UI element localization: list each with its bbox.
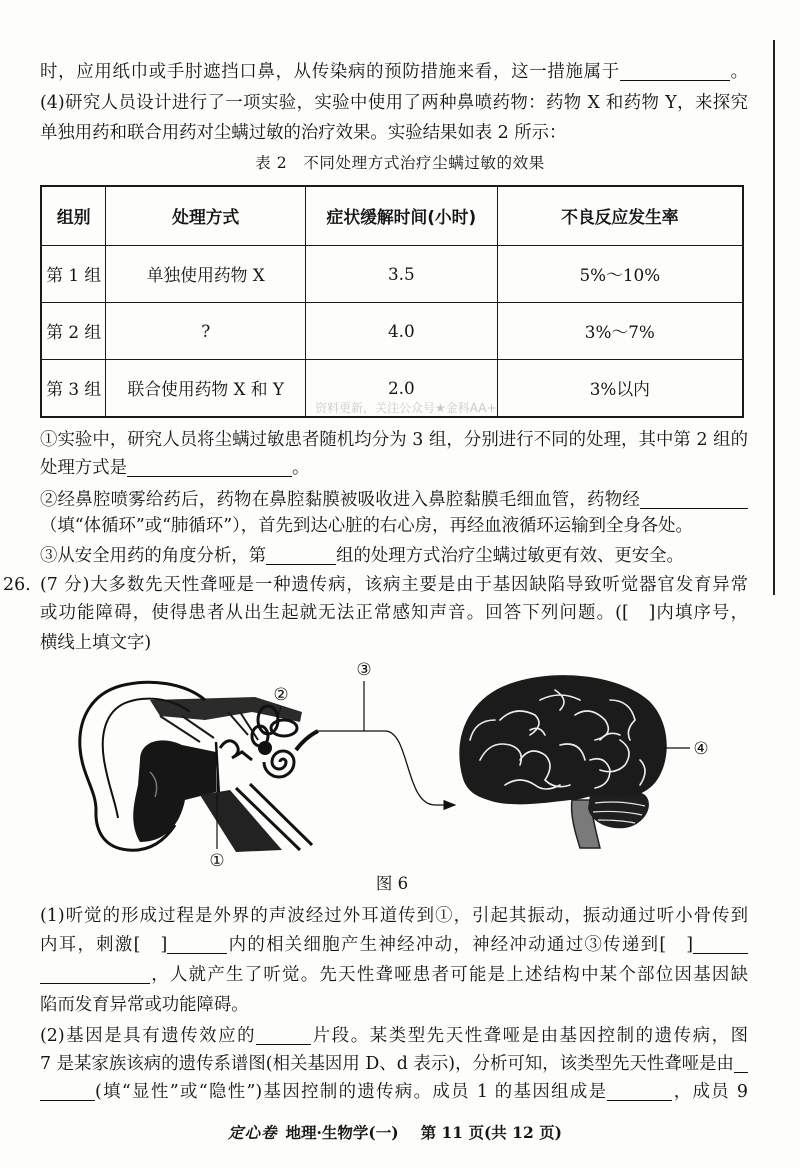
hatch-line	[228, 712, 248, 735]
table-caption: 表 2 不同处理方式治疗尘螨过敏的效果	[255, 154, 545, 172]
header-group: 组别	[41, 186, 106, 246]
answer-blank	[734, 1055, 748, 1073]
answer-blank	[620, 63, 730, 81]
answer-blank	[127, 459, 292, 477]
p1-line1: (1)听觉的形成过程是外界的声波经过外耳道传到①，引起其振动，振动通过听小骨传到	[40, 906, 748, 926]
cell-relief-time: 4.0	[306, 303, 498, 360]
cell-relief-time: 3.5	[306, 246, 498, 303]
watermark: 资料更新，关注公众号★金科AA+	[315, 401, 497, 415]
nerve-pathway-arrow	[318, 731, 455, 805]
p2-line1-a: (2)基因是具有遗传效应的	[40, 1026, 257, 1046]
p2-line2-text: 7 是某家族该病的遗传系谱图(相关基因用 D、d 表示)，分析可知，该类型先天性聋哑是由	[40, 1054, 734, 1074]
cell-group: 第 3 组	[41, 360, 106, 418]
answer-blank	[167, 936, 227, 954]
brain-illustration	[459, 675, 666, 848]
part4-intro-line1: (4)研究人员设计进行了一项实验，实验中使用了两种鼻喷药物：药物 X 和药物 Y，来探究	[40, 93, 748, 113]
cell-treatment: 联合使用药物 X 和 Y	[106, 360, 306, 418]
ear-illustration	[80, 682, 318, 852]
page-footer	[0, 1121, 790, 1145]
header-adverse-rate: 不良反应发生率	[497, 186, 743, 246]
p1-line2-a: 内耳，刺激[ ]	[40, 935, 168, 955]
header-treatment: 处理方式	[106, 186, 306, 246]
results-table	[40, 185, 744, 418]
subq3-before: ③从安全用药的角度分析，第	[40, 546, 267, 566]
figure-6-illustration	[0, 640, 800, 880]
q26-stem-line3: 横线上填文字)	[40, 633, 152, 653]
label-4: ④	[693, 739, 709, 759]
part4-intro-line2: 单独用药和联合用药对尘螨过敏的治疗效果。实验结果如表 2 所示：	[40, 123, 567, 143]
q25-line-end: 。	[729, 62, 748, 82]
answer-blank	[256, 1027, 311, 1045]
q25-line-text: 时，应用纸巾或手肘遮挡口鼻，从传染病的预防措施来看，这一措施属于	[40, 62, 620, 82]
answer-blank	[693, 936, 748, 954]
p1-line2-b: 内的相关细胞产生神经冲动，神经冲动通过③传递到[ ]	[227, 935, 693, 955]
answer-blank	[640, 491, 748, 509]
subq2-line2: （填“体循环”或“肺循环”），首先到达心脏的右心房，再经血液循环运输到全身各处。	[40, 516, 693, 536]
subq3-line	[40, 544, 684, 568]
subq1-end: 。	[291, 458, 310, 478]
subq3-after: 组的处理方式治疗尘螨过敏更有效、更安全。	[336, 546, 684, 566]
cell-group: 第 1 组	[41, 246, 106, 303]
cell-treatment: 单独使用药物 X	[106, 246, 306, 303]
table-row	[41, 303, 743, 360]
label-3: ③	[356, 660, 372, 680]
figure-caption: 图 6	[375, 874, 409, 893]
footer-page-number: 第 11 页(共 12 页)	[420, 1123, 562, 1142]
p2-line1	[40, 1024, 748, 1048]
cell-group: 第 2 组	[41, 303, 106, 360]
auditory-nerve	[296, 731, 318, 750]
answer-blank	[607, 1083, 672, 1101]
vestibule	[258, 741, 272, 755]
subq1-line2	[40, 456, 309, 480]
p1-line3	[40, 963, 748, 987]
cell-treatment: ?	[106, 303, 306, 360]
subq2-line1	[40, 488, 748, 512]
cochlea	[264, 751, 294, 777]
label-2: ②	[273, 685, 289, 705]
p1-line2	[40, 933, 748, 957]
q25-line-continuation	[40, 60, 748, 84]
subq1-text: 处理方式是	[40, 458, 127, 478]
cell-adverse-rate: 5%～10%	[497, 246, 743, 303]
table-row	[41, 246, 743, 303]
table-header-row	[41, 186, 743, 246]
q26-stem-line2: 或功能障碍，使得患者从出生起就无法正常感知声音。回答下列问题。([ ]内填序号，	[40, 603, 748, 623]
label-1: ①	[209, 851, 225, 871]
q26-stem-line1: (7 分)大多数先天性聋哑是一种遗传病，该病主要是由于基因缺陷导致听觉器官发育异常	[40, 575, 748, 595]
header-relief-time: 症状缓解时间(小时)	[306, 186, 498, 246]
p1-line4: 陷而发育异常或功能障碍。	[40, 995, 249, 1015]
cell-relief-time: 2.0	[306, 360, 498, 418]
subq2-text: ②经鼻腔喷雾给药后，药物在鼻腔黏膜被吸收进入鼻腔黏膜毛细血管，药物经	[40, 490, 640, 510]
cell-adverse-rate: 3%～7%	[497, 303, 743, 360]
answer-blank	[266, 547, 336, 565]
p2-line3-b: ，成员 9	[672, 1082, 748, 1102]
right-margin-rule	[773, 40, 775, 595]
cell-adverse-rate: 3%以内	[497, 360, 743, 418]
p1-line3-text: ，人就产生了听觉。先天性聋哑患者可能是上述结构中某个部位因基因缺	[150, 965, 748, 985]
hatch-line	[160, 716, 200, 742]
question-number: 26.	[3, 575, 31, 595]
p2-line1-b: 片段。某类型先天性聋哑是由基因控制的遗传病，图	[311, 1026, 748, 1046]
answer-blank	[40, 1083, 95, 1101]
subq1-line1: ①实验中，研究人员将尘螨过敏患者随机均分为 3 组，分别进行不同的处理，其中第 2 组的	[40, 430, 748, 450]
footer-brand: 定心卷	[228, 1123, 278, 1142]
p2-line3	[40, 1080, 748, 1104]
p2-line3-a: (填“显性”或“隐性”)基因控制的遗传病。成员 1 的基因组成是	[95, 1082, 608, 1102]
answer-blank	[40, 966, 150, 984]
footer-subject: 地理·生物学(一)	[285, 1123, 399, 1142]
p2-line2	[40, 1052, 748, 1076]
ossicles	[220, 741, 252, 760]
